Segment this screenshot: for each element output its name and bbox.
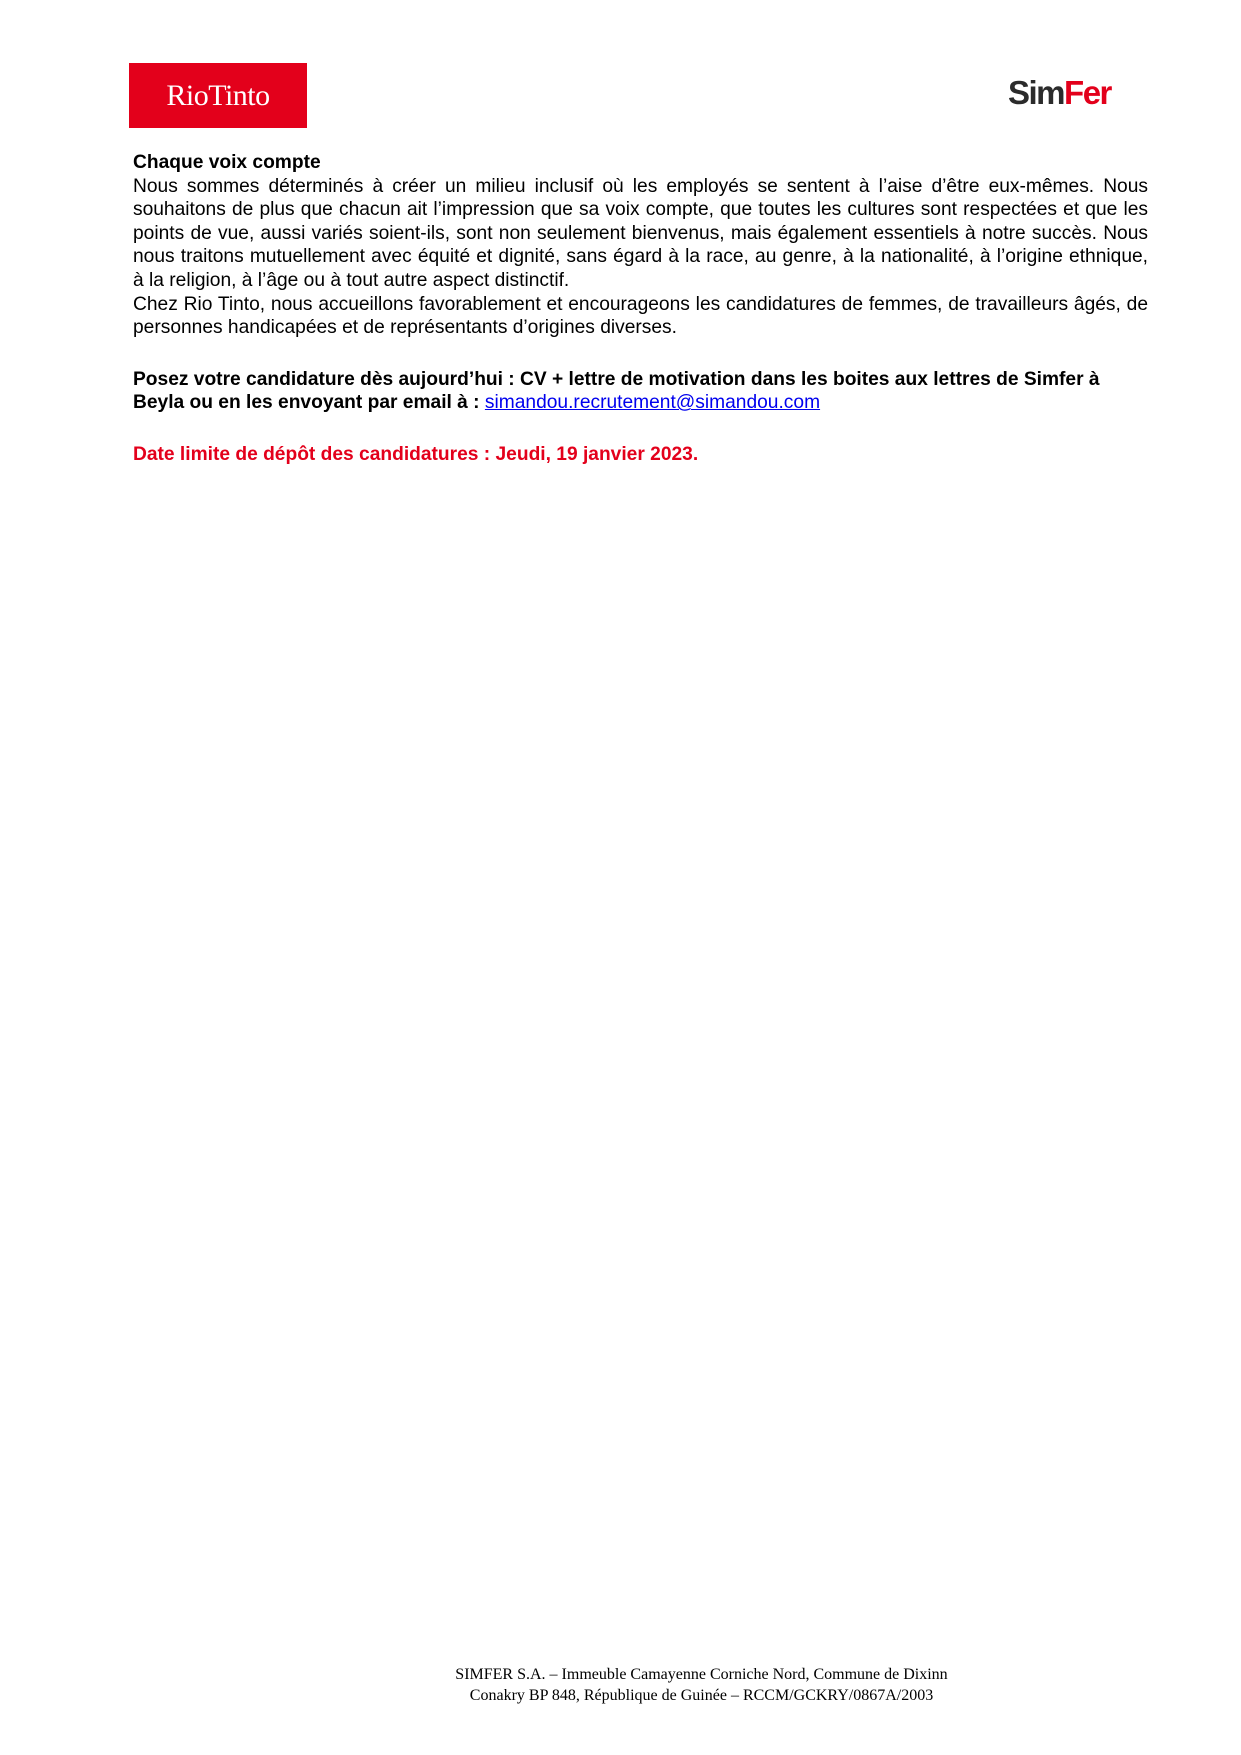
inclusion-paragraph: Nous sommes déterminés à créer un milieu inclusif où les employés se sentent à l’aise d’être eux-mêmes. Nous souhaitons de plus que chacun ait l’impression que sa voix compte, que toutes les cultures sont respectées et que les points de vue, aussi variés soient-ils, sont non seulement bienvenus, mais également essentiels à notre succès. Nous nous traitons mutuellement avec équité et dignité, sans égard à la race, au genre, à la nationalité, à l’origine ethnique, à la religion, à l’âge ou à tout autre aspect distinctif. — [133, 175, 1148, 291]
rio-tinto-logo-text: RioTinto — [166, 78, 270, 112]
document-body — [133, 151, 1148, 467]
recruitment-email-link[interactable]: simandou.recrutement@simandou.com — [484, 392, 821, 414]
simfer-logo — [1008, 74, 1111, 112]
spacer — [133, 340, 1148, 368]
simfer-logo-fer: Fer — [1064, 74, 1111, 111]
spacer — [133, 415, 1148, 443]
application-text: Posez votre candidature dès aujourd’hui : CV + lettre de motivation dans les boites aux lettres de Simfer à Beyla ou en les envoyant par email à : — [133, 368, 1100, 414]
footer-address-line: SIMFER S.A. – Immeuble Camayenne Corniche Nord, Commune de Dixinn — [455, 1666, 948, 1683]
page-footer — [0, 1664, 1241, 1706]
rio-tinto-logo — [129, 63, 307, 128]
application-instructions — [133, 368, 1148, 415]
section-title: Chaque voix compte — [133, 152, 321, 173]
diversity-paragraph: Chez Rio Tinto, nous accueillons favorablement et encourageons les candidatures de femmes, de travailleurs âgés, de personnes handicapées et de représentants d’origines diverses. — [133, 293, 1148, 339]
application-deadline: Date limite de dépôt des candidatures : Jeudi, 19 janvier 2023. — [133, 443, 699, 465]
footer-registration-line: Conakry BP 848, République de Guinée – RCCM/GCKRY/0867A/2003 — [469, 1687, 934, 1704]
simfer-logo-sim: Sim — [1008, 74, 1065, 111]
